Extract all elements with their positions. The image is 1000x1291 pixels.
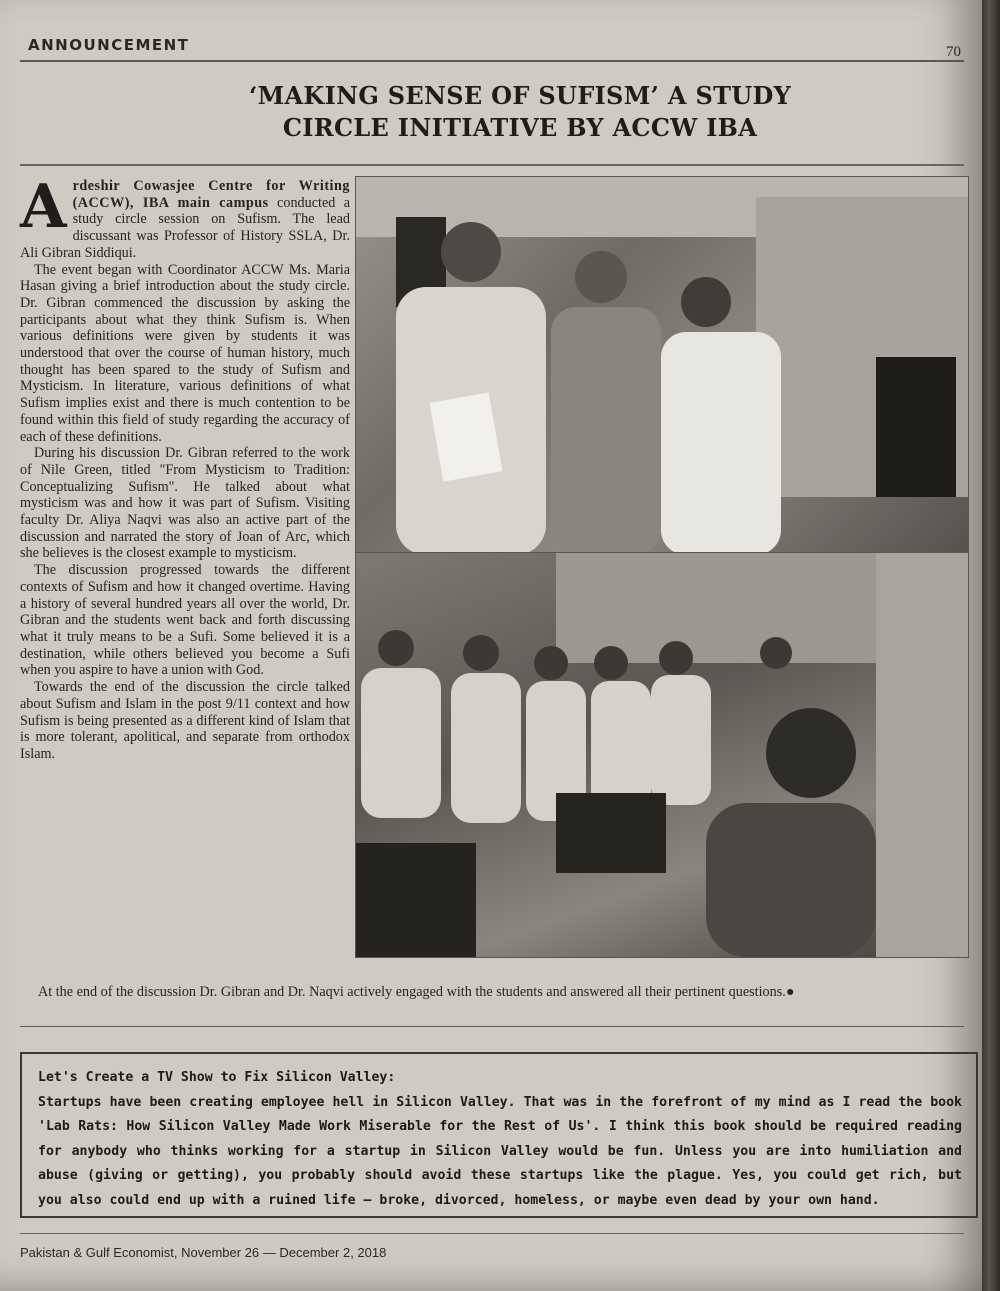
box-title: Let's Create a TV Show to Fix Silicon Valley: (38, 1070, 396, 1085)
headline-line-2: CIRCLE INITIATIVE BY ACCW IBA (282, 113, 758, 142)
paragraph-5: Towards the end of the discussion the circle talked about Sufism and Islam in the post 9/11 context and how Sufism is being presented as a different kind of Islam that is more tolerant, apolitical, and separate from orthodox Islam. (20, 679, 350, 762)
lead-text: conducted a study circle session on Sufism. The lead discussant was Professor of History SSLA, Dr. Ali Gibran Siddiqui. (20, 194, 350, 261)
paragraph-3: During his discussion Dr. Gibran referred to the work of Nile Green, titled "From Mysticism to Tradition: Conceptualizing Sufism". He talked about what mysticism was and how it was part of Sufism. Visiting faculty Dr. Aliya Naqvi was also an active part of the discussion and narrated the story of Joan of Arc, which she believes is the closest example to mysticism. (20, 445, 350, 562)
paragraph-4: The discussion progressed towards the different contexts of Sufism and how it changed overtime. Having a history of several hundred years all over the world, Dr. Gibran and the students went back and forth discussing what it truly means to be a Sufi. Some believed it is a destination, while others believed you become a Sufi when you aspire to have a union with God. (20, 562, 350, 679)
photo-study-circle-illustration (356, 553, 968, 957)
page-binding-edge (982, 0, 1000, 1291)
drop-cap: A (20, 172, 67, 242)
header-rule (20, 60, 964, 62)
photo-study-circle (355, 552, 969, 958)
lead-bold-text: rdeshir Cowasjee Centre for Writing (ACCW), IBA main campus (72, 178, 350, 211)
article-end-rule (20, 1026, 964, 1027)
book-review-box (20, 1052, 978, 1218)
article-headline (180, 80, 860, 144)
box-body: Startups have been creating employee hell in Silicon Valley. That was in the forefront of my mind as I read the book 'Lab Rats: How Silicon Valley Made Work Miserable for the Rest of Us'. I think this book should be required reading for anybody who thinks working for a startup in Silicon Valley would be fun. Unless you are into humiliation and abuse (giving or getting), you probably should avoid these startups like the plague. Yes, you could get rich, but you also could end up with a ruined life — broke, divorced, homeless, or maybe even dead by your own hand. (38, 1094, 962, 1208)
article-closing (20, 983, 980, 1002)
paragraph-2: The event began with Coordinator ACCW Ms. Maria Hasan giving a brief introduction about the study circle. Dr. Gibran commenced the discussion by asking the participants about what they think Sufism is. When various definitions were given by students it was understood that over the course of human history, much thought has been spared to the study of Sufism and Mysticism. In literature, various definitions of what Sufism implies exist and there is much contention to be found within this field of study regarding the accuracy of each of these definitions. (20, 261, 350, 445)
footer-rule (20, 1233, 964, 1234)
headline-line-1: ‘MAKING SENSE OF SUFISM’ A STUDY (248, 81, 792, 110)
closing-paragraph: At the end of the discussion Dr. Gibran and Dr. Naqvi actively engaged with the students and answered all their pertinent questions.● (38, 984, 795, 1000)
article-body (20, 172, 350, 763)
lead-paragraph (20, 172, 350, 262)
page-number: 70 (946, 44, 961, 60)
page-footer: Pakistan & Gulf Economist, November 26 — December 2, 2018 (20, 1245, 387, 1260)
photo-three-speakers (355, 176, 969, 556)
headline-rule (20, 164, 964, 166)
section-label: ANNOUNCEMENT (28, 36, 190, 54)
photo-speakers-illustration (356, 177, 968, 555)
